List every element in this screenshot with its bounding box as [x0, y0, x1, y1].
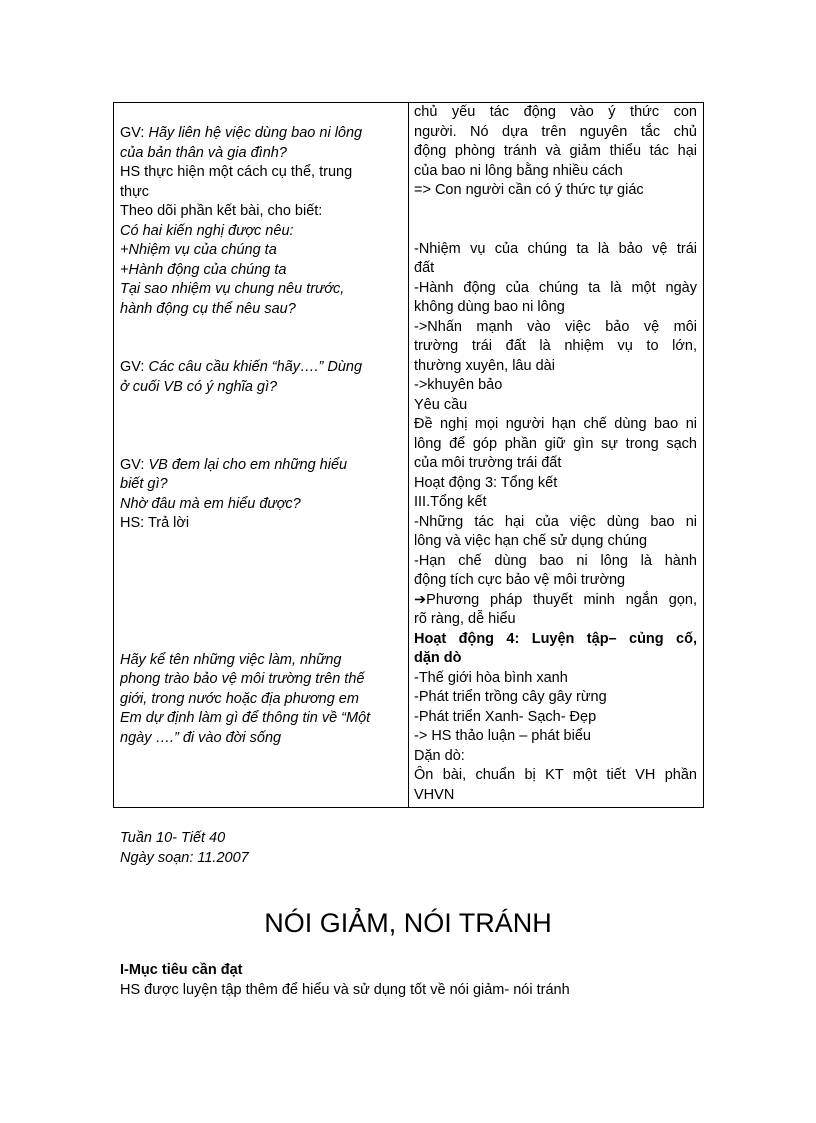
right-line: trường trái đất là nhiệm vụ to lớn,: [414, 338, 697, 354]
blank-line: [120, 631, 398, 651]
right-line: -Phát triển trồng cây gây rừng: [414, 689, 607, 705]
blank-line: [120, 553, 398, 573]
left-line: [120, 241, 398, 261]
left-line-italic: ngày ….” đi vào đời sống: [120, 729, 282, 746]
lesson-meta: [120, 829, 249, 868]
right-line: -Phát triển Xanh- Sạch- Đẹp: [414, 708, 597, 725]
right-line: III.Tổng kết: [414, 494, 487, 510]
left-line-italic: giới, trong nước hoặc địa phương em: [120, 690, 359, 707]
right-line: dặn dò: [414, 650, 462, 666]
left-line: [120, 709, 398, 729]
blank-line: [120, 534, 398, 554]
right-line: chủ yếu tác động vào ý thức con: [414, 104, 697, 120]
left-line-italic: Các câu cầu khiến “hãy….” Dùng: [148, 359, 363, 375]
left-line-italic: Hãy kể tên những việc làm, những: [120, 651, 342, 668]
date-label: Ngày soạn: 11.2007: [120, 849, 249, 866]
right-line: ->khuyên bảo: [414, 377, 503, 393]
right-line: rõ ràng, dễ hiểu: [414, 611, 516, 627]
right-line: Hoạt động 3: Tổng kết: [414, 474, 558, 491]
left-line: [120, 202, 398, 222]
lesson-table: [113, 102, 704, 808]
left-line: [120, 690, 398, 710]
right-line: ➔Phương pháp thuyết minh ngắn gọn,: [414, 591, 697, 608]
blank-line: [120, 573, 398, 593]
right-line: Yêu cầu: [414, 396, 468, 413]
right-line: động phòng tránh và giảm thiểu tác hại: [414, 143, 697, 159]
content-column: [414, 103, 697, 805]
right-line: Dặn dò:: [414, 747, 465, 764]
section-heading: I-Mục tiêu cần đạt: [120, 962, 243, 978]
right-line: -Thế giới hòa bình xanh: [414, 669, 568, 686]
left-line: [120, 378, 398, 398]
left-line: [120, 729, 398, 749]
right-line: của môi trường trái đất: [414, 455, 562, 471]
right-line: lông và việc hạn chế sử dụng chúng: [414, 533, 648, 549]
left-line: [120, 456, 398, 476]
left-line-text: thực: [120, 183, 150, 200]
left-line: [120, 300, 398, 320]
left-line: [120, 475, 398, 495]
section-text: HS được luyện tập thêm để hiểu và sử dụng tốt về nói giảm- nói tránh: [120, 981, 570, 998]
week-label: Tuần 10- Tiết 40: [120, 830, 226, 846]
left-line: [120, 358, 398, 378]
left-line-italic: hành động cụ thể nêu sau?: [120, 300, 296, 317]
left-line: [120, 514, 398, 534]
right-line: đất: [414, 260, 435, 276]
left-line: [120, 670, 398, 690]
blank-line: [120, 397, 398, 417]
right-line: Ôn bài, chuẩn bị KT một tiết VH phần: [414, 767, 697, 783]
left-line: [120, 222, 398, 242]
right-line: -> HS thảo luận – phát biểu: [414, 728, 591, 744]
left-line-italic: biết gì?: [120, 476, 168, 492]
left-line-italic: của bản thân và gia đình?: [120, 144, 287, 161]
blank-line: [120, 592, 398, 612]
left-line-italic: phong trào bảo vệ môi trường trên thế: [120, 671, 365, 687]
page-title: NÓI GIẢM, NÓI TRÁNH: [264, 908, 552, 938]
left-line-italic: Có hai kiến nghị được nêu:: [120, 222, 294, 239]
blank-line: [414, 201, 697, 221]
right-line: Hoạt động 4: Luyện tập– củng cố,: [414, 630, 697, 647]
left-line-text: HS thực hiện một cách cụ thể, trung: [120, 164, 353, 180]
right-line: lông để góp phần giữ gìn sự trong sạch: [414, 435, 697, 452]
right-line: VHVN: [414, 786, 455, 803]
objectives-section: [120, 961, 570, 1000]
right-line: động tích cực bảo vệ môi trường: [414, 572, 626, 588]
left-line-italic: Hãy liên hệ việc dùng bao ni lông: [148, 125, 363, 141]
left-line-text: GV:: [120, 125, 149, 141]
left-line-italic: ở cuối VB có ý nghĩa gì?: [120, 378, 278, 395]
right-line: của bao ni lông bằng nhiều cách: [414, 162, 623, 179]
left-line-text: Theo dõi phần kết bài, cho biết:: [120, 203, 323, 219]
right-line: => Con người cần có ý thức tự giác: [414, 182, 644, 198]
left-line: [120, 144, 398, 164]
left-line: [120, 163, 398, 183]
left-line: [120, 261, 398, 281]
right-line: -Những tác hại của việc dùng bao ni: [414, 513, 697, 530]
left-line-italic: +Hành động của chúng ta: [120, 261, 287, 278]
right-line: -Hạn chế dùng bao ni lông là hành: [414, 552, 697, 569]
right-line: -Hành động của chúng ta là một ngày: [414, 279, 697, 296]
left-line: [120, 124, 398, 144]
left-line-text: HS: Trả lời: [120, 515, 190, 531]
blank-line: [120, 612, 398, 632]
blank-line: [120, 436, 398, 456]
left-line-italic: VB đem lại cho em những hiểu: [148, 456, 348, 473]
right-line: thường xuyên, lâu dài: [414, 357, 555, 374]
column-divider: [408, 103, 409, 807]
left-line: [120, 280, 398, 300]
right-line: Đề nghị mọi người hạn chế dùng bao ni: [414, 416, 697, 432]
left-line-italic: Tại sao nhiệm vụ chung nêu trước,: [120, 281, 345, 297]
left-line-italic: Nhờ đâu mà em hiểu được?: [120, 495, 301, 512]
right-line: -Nhiệm vụ của chúng ta là bảo vệ trái: [414, 240, 697, 257]
blank-line: [120, 319, 398, 339]
left-line: [120, 651, 398, 671]
blank-line: [414, 220, 697, 240]
left-line: [120, 495, 398, 515]
right-line: ->Nhấn mạnh vào việc bảo vệ môi: [414, 318, 697, 335]
left-line: [120, 183, 398, 203]
right-line: không dùng bao ni lông: [414, 299, 565, 315]
teacher-activity-column: [120, 103, 398, 748]
right-line: người. Nó dựa trên nguyên tắc chủ: [414, 123, 697, 140]
left-line-text: GV:: [120, 359, 149, 375]
left-line-italic: Em dự định làm gì để thông tin về “Một: [120, 710, 371, 726]
left-line-italic: +Nhiệm vụ của chúng ta: [120, 242, 277, 258]
blank-line: [120, 417, 398, 437]
left-line-text: GV:: [120, 456, 149, 473]
blank-line: [120, 339, 398, 359]
